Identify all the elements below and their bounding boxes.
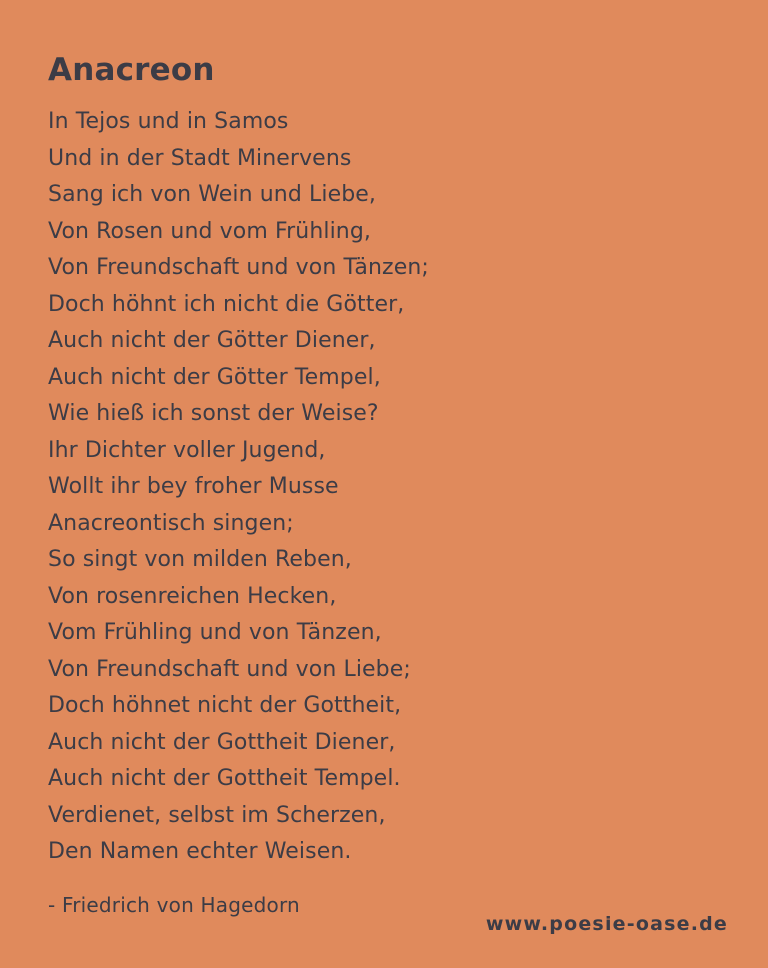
poem-line: Vom Frühling und von Tänzen, bbox=[48, 620, 382, 645]
poem-line: Auch nicht der Götter Tempel, bbox=[48, 364, 381, 390]
poem-line: Wie hieß ich sonst der Weise? bbox=[48, 401, 379, 426]
poem-line: Verdienet, selbst im Scherzen, bbox=[48, 802, 386, 828]
poem-line: Und in der Stadt Minervens bbox=[48, 145, 352, 171]
poem-text bbox=[48, 104, 648, 871]
poem-line: Auch nicht der Götter Diener, bbox=[48, 328, 376, 353]
poem-line: Auch nicht der Gottheit Tempel. bbox=[48, 766, 401, 791]
poem-line: Sang ich von Wein und Liebe, bbox=[48, 182, 376, 207]
poem-line: Von rosenreichen Hecken, bbox=[48, 583, 337, 609]
poem-line: So singt von milden Reben, bbox=[48, 547, 352, 572]
poem-line: Wollt ihr bey froher Musse bbox=[48, 474, 339, 499]
poem-line: In Tejos und in Samos bbox=[48, 109, 289, 134]
poem-line: Anacreontisch singen; bbox=[48, 510, 294, 536]
poem-line: Auch nicht der Gottheit Diener, bbox=[48, 729, 396, 755]
poem-line: Den Namen echter Weisen. bbox=[48, 839, 352, 864]
page-title: Anacreon bbox=[48, 52, 215, 88]
poem-line: Ihr Dichter voller Jugend, bbox=[48, 437, 326, 463]
poem-line: Von Freundschaft und von Liebe; bbox=[48, 656, 411, 682]
poem-line: Doch höhnt ich nicht die Götter, bbox=[48, 291, 405, 317]
poem-author: - Friedrich von Hagedorn bbox=[48, 893, 300, 917]
poem-line: Doch höhnet nicht der Gottheit, bbox=[48, 693, 402, 718]
poem-line: Von Rosen und vom Frühling, bbox=[48, 218, 371, 244]
poem-line: Von Freundschaft und von Tänzen; bbox=[48, 255, 429, 280]
site-url: www.poesie-oase.de bbox=[485, 913, 728, 935]
